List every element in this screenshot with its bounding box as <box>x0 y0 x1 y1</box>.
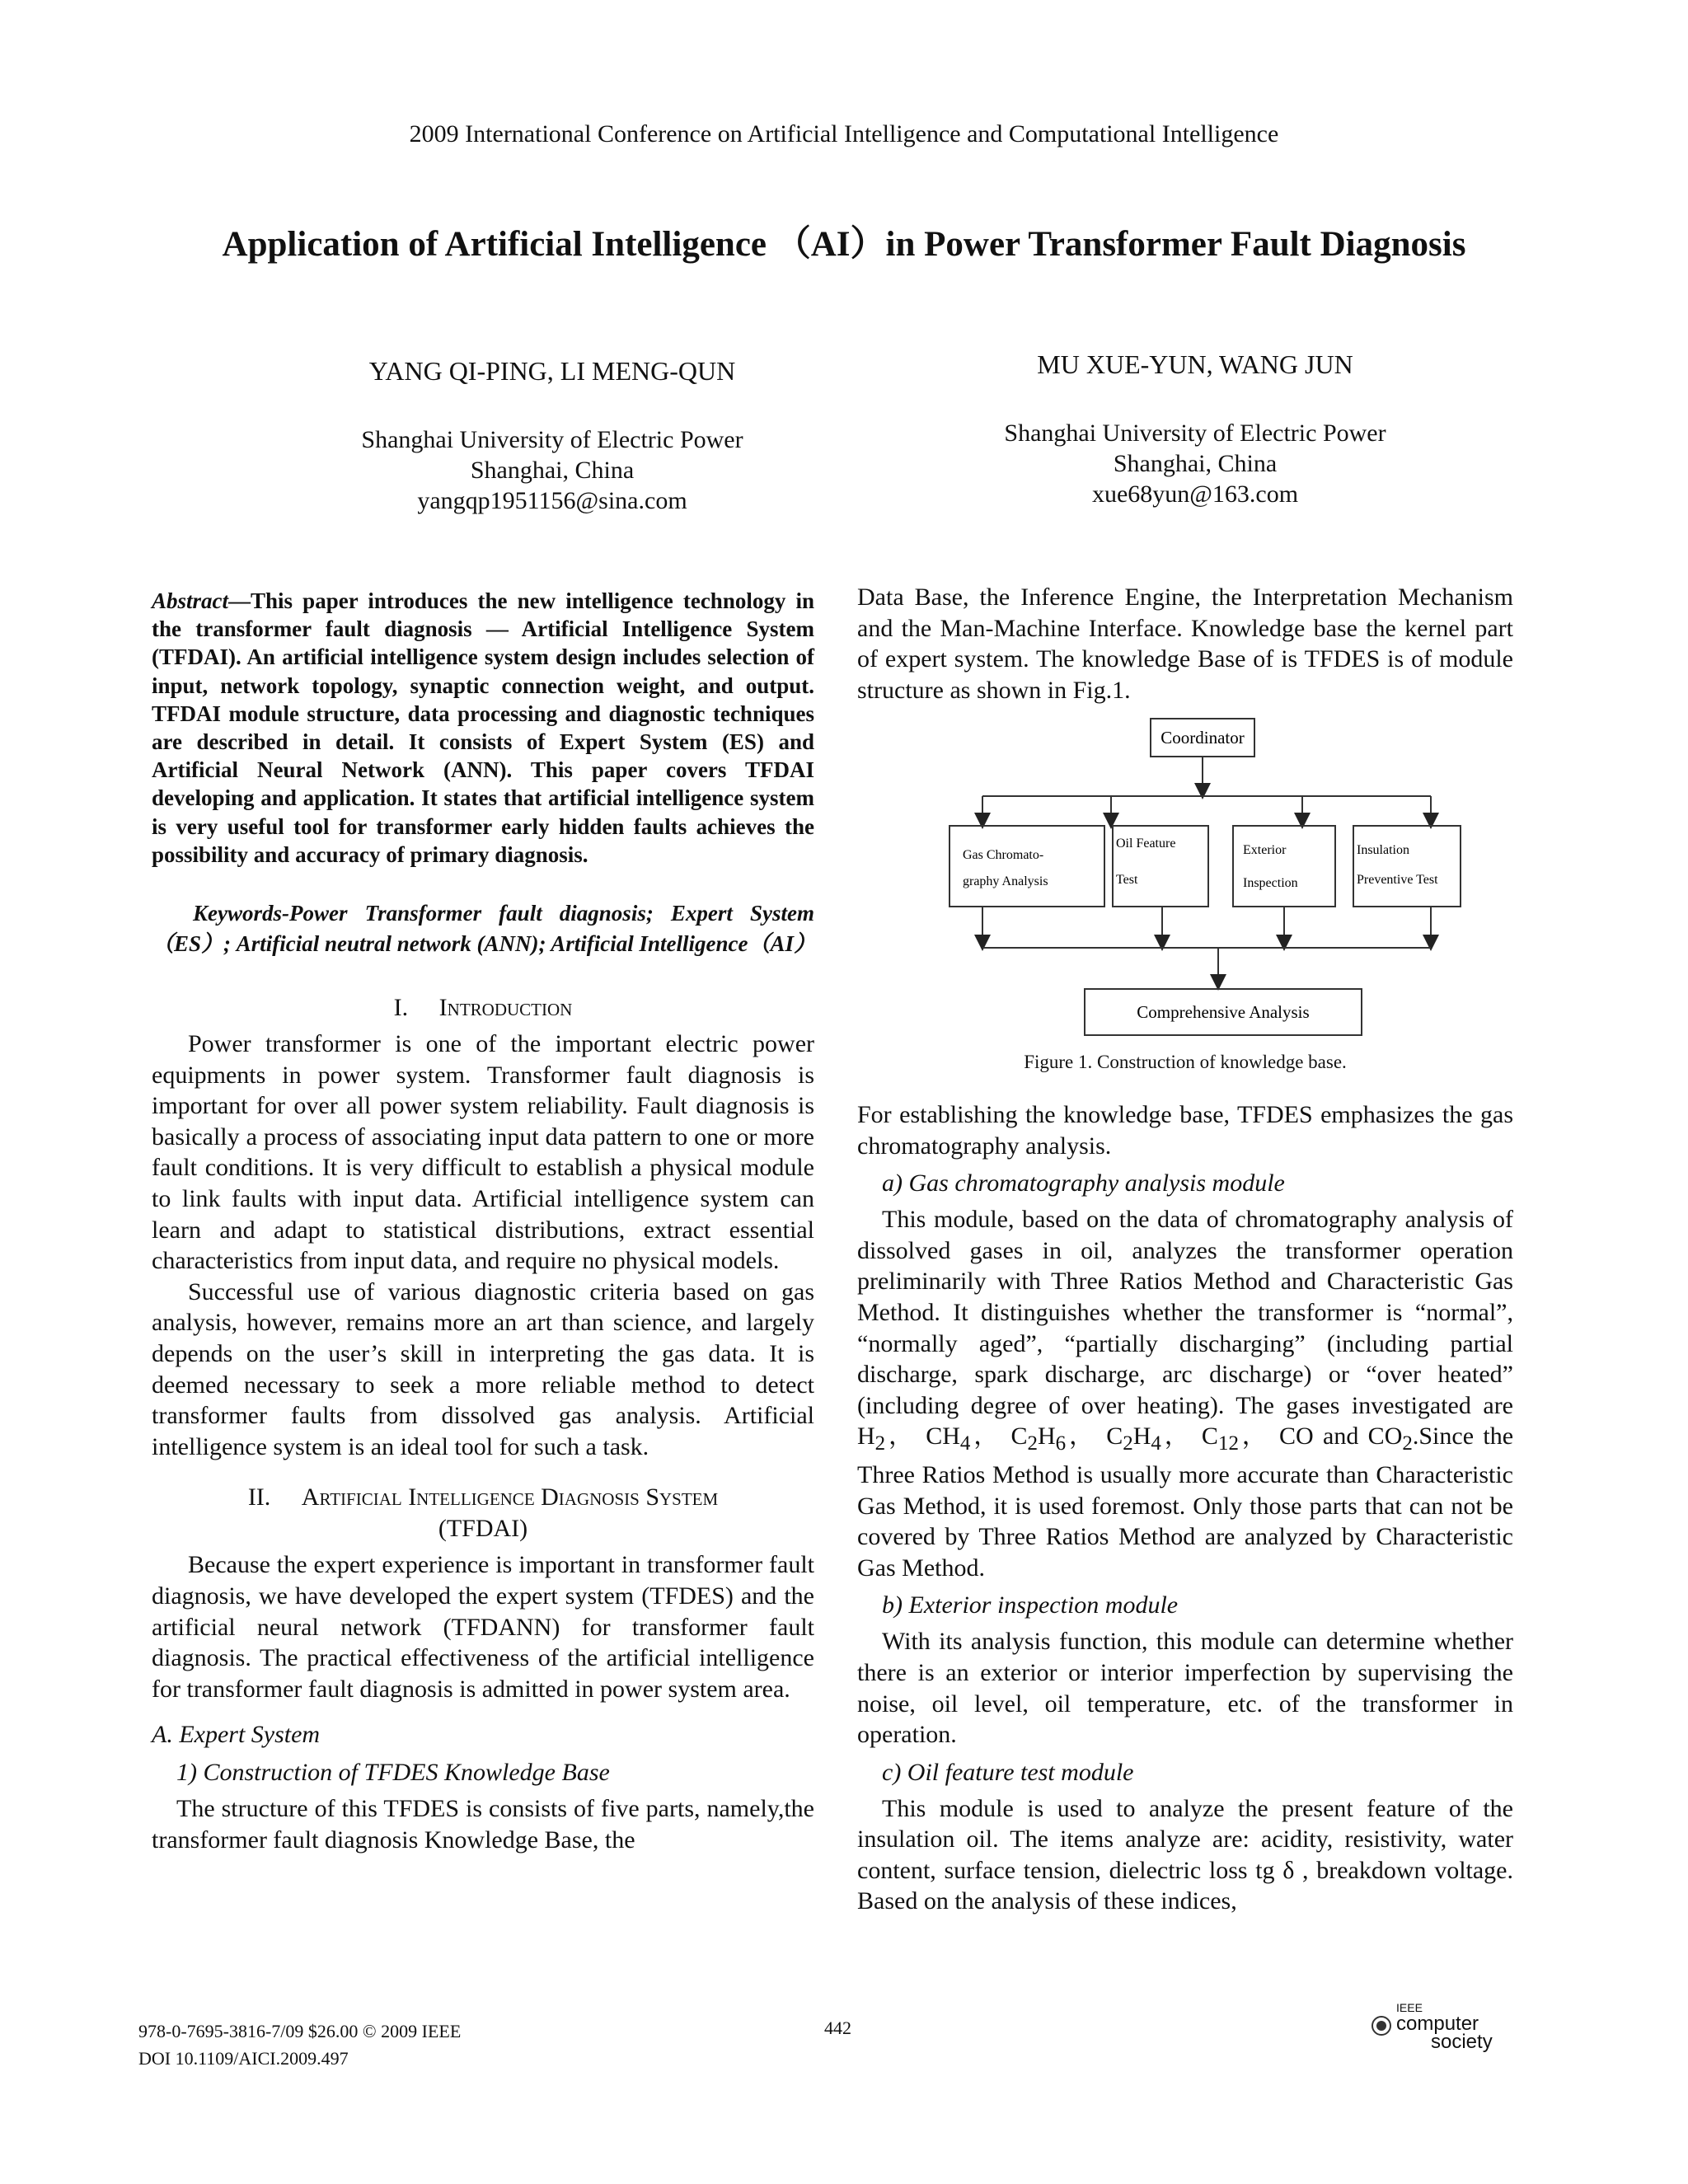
left-column <box>152 587 817 1856</box>
subsubsection-heading: c) Oil feature test module <box>882 1758 1134 1786</box>
subscript: 6 <box>1055 1432 1067 1455</box>
subsubsection-heading: b) Exterior inspection module <box>882 1591 1179 1619</box>
box-label: Oil Feature <box>1116 837 1176 851</box>
abstract-label: Abstract <box>152 588 229 613</box>
formula-text: H <box>1037 1422 1056 1451</box>
paragraph: Data Base, the Inference Engine, the Interpretation Mechanism and the Man-Machine Interface. Knowledge base the kernel part of expert system. The knowledge Base of is TFDES is of module structure as shown in Fig.1. <box>857 583 1513 704</box>
keywords: Keywords-Power Transformer fault diagnosis; Expert System（ES）; Artificial neutral network (ANN); Artificial Intelligence（AI） <box>152 901 817 957</box>
formula-text: ， C <box>1160 1422 1218 1451</box>
paragraph: For establishing the knowledge base, TFDES emphasizes the gas chromatography analysis. <box>857 1101 1513 1160</box>
section-title-cont: (TFDAI) <box>438 1515 528 1543</box>
paragraph: Because the expert experience is important in transformer fault diagnosis, we have developed the expert system (TFDES) and the artificial neural network (TFDANN) for transformer fault diagnosis. The practical effectiveness of the artificial intelligence for transformer fault diagnosis is admitted in power system area. <box>152 1551 814 1703</box>
author-names: MU XUE-YUN, WANG JUN <box>1037 349 1353 379</box>
doi-line: DOI 10.1109/AICI.2009.497 <box>138 2048 349 2069</box>
logo-computer: computer <box>1396 2013 1479 2035</box>
section-title: Artificial Intelligence Diagnosis System <box>301 1483 719 1511</box>
right-column <box>857 582 1513 705</box>
subscript: 12 <box>1217 1432 1239 1455</box>
subscript: 4 <box>959 1432 971 1455</box>
formula-text: ， CH <box>885 1422 960 1451</box>
gas-chromatography-box <box>950 826 1104 907</box>
paragraph-text: .Since the Three Ratios Method is usually more accurate than Characteristic Gas Method, it is used foremost. Only those parts that can not be covered by Three Ratios Method are analyzed by Characteristic Gas Method. <box>857 1422 1514 1582</box>
footer-copyright <box>138 2018 461 2072</box>
author-block-left <box>247 356 857 516</box>
paragraph-text: This module, based on the data of chromatography analysis of dissolved gases in oil, analyzes the transformer operation preliminarily with Three Ratios Method and Characteristic Gas Method. It distinguishes whether the transformer is “normal”, “normally aged”, “partially discharging” (including partial discharge, spark discharge, arc discharge) or “over heated” (including degree of over heating). The gases investigated are H <box>857 1206 1513 1451</box>
box-label: Comprehensive Analysis <box>1137 1002 1310 1022</box>
paragraph: Power transformer is one of the important electric power equipments in power system. Transformer fault diagnosis is important for over all power system reliability. Fault diagnosis is basically a process of associating input data pattern to one or more fault conditions. It is very difficult to establish a physical module to link faults with input data. Artificial intelligence system can learn and adapt to statistical distributions, extract essential characteristics from input data, and require no physical models. <box>152 1030 814 1275</box>
section-number: II. <box>247 1483 271 1511</box>
paper-title: Application of Artificial Intelligence （AI）in Power Transformer Fault Diagnosis <box>222 225 1466 264</box>
author-block-right <box>890 349 1500 509</box>
coordinator-label: Coordinator <box>1160 728 1245 748</box>
right-column-lower <box>857 1099 1513 1917</box>
section-number: I. <box>393 994 409 1022</box>
box-label: Gas Chromato- <box>963 848 1044 862</box>
paragraph <box>857 1204 1513 1583</box>
formula-text: ， C <box>970 1422 1028 1451</box>
subsection-heading: A. Expert System <box>152 1721 321 1749</box>
subscript: 4 <box>1151 1432 1161 1455</box>
paragraph: This module is used to analyze the present feature of the insulation oil. The items analyze are: acidity, resistivity, water content, surface tension, dielectric loss tg δ , breakdown voltage. Based on the analysis of these indices, <box>857 1794 1513 1915</box>
author-names: YANG QI-PING, LI MENG-QUN <box>368 356 736 386</box>
paragraph: Successful use of various diagnostic criteria based on gas analysis, however, remains more an art than science, and largely depends on the user’s skill in interpreting the gas data. It is deemed necessary to seek a more reliable method to detect transformer faults from dissolved gas analysis. Artificial intelligence system is an ideal tool for such a task. <box>152 1277 814 1460</box>
subsubsection-heading: a) Gas chromatography analysis module <box>882 1169 1285 1197</box>
author-affiliation: Shanghai University of Electric Power <box>361 426 743 453</box>
insulation-test-box <box>1353 826 1461 907</box>
page-number: 442 <box>824 2018 851 2038</box>
paragraph: With its analysis function, this module can determine whether there is an exterior or interior imperfection by supervising the noise, oil level, oil temperature, etc. of the transformer in operation. <box>857 1628 1513 1749</box>
box-label: graphy Analysis <box>963 874 1048 888</box>
abstract-text: —This paper introduces the new intelligence technology in the transformer fault diagnosis — Artificial Intelligence System (TFDAI). An artificial intelligence system design includes selection of input, network topology, synaptic connection weight, and output. TFDAI module structure, data processing and diagnostic techniques are described in detail. It consists of Expert System (ES) and Artificial Neural Network (ANN). This paper covers TFDAI developing and application. It states that artificial intelligence system is very useful tool for transformer early hidden faults achieves the possibility and accuracy of primary diagnosis. <box>152 588 814 867</box>
abstract <box>152 587 814 869</box>
subscript: 2 <box>1123 1432 1133 1455</box>
section-title: Introduction <box>438 994 573 1022</box>
box-label: Inspection <box>1243 876 1298 890</box>
box-label: Exterior <box>1243 843 1287 857</box>
conference-name: 2009 International Conference on Artificial Intelligence and Computational Intelligence <box>409 120 1279 148</box>
box-label: Preventive Test <box>1357 873 1438 887</box>
logo-society: society <box>1431 2031 1493 2053</box>
box-label: Insulation <box>1357 843 1409 857</box>
isbn-line: 978-0-7695-3816-7/09 $26.00 © 2009 IEEE <box>138 2021 462 2041</box>
author-location: Shanghai, China <box>1113 450 1278 477</box>
section-heading-ai-system <box>152 1482 814 1513</box>
author-email: yangqp1951156@sina.com <box>417 487 687 514</box>
figure-knowledge-base-diagram <box>940 710 1467 1040</box>
subscript: 2 <box>874 1432 886 1455</box>
box-label: Test <box>1116 873 1138 887</box>
paragraph: The structure of this TFDES is consists of five parts, namely,the transformer fault diagnosis Knowledge Base, the <box>152 1795 814 1854</box>
exterior-inspection-box <box>1233 826 1335 907</box>
figure-caption: Figure 1. Construction of knowledge base. <box>1024 1052 1347 1072</box>
author-affiliation: Shanghai University of Electric Power <box>1004 419 1386 447</box>
formula-text: ， CO and CO <box>1238 1422 1403 1451</box>
formula-text: C <box>1106 1422 1123 1451</box>
subsubsection-heading: 1) Construction of TFDES Knowledge Base <box>176 1759 610 1787</box>
formula-text: H <box>1132 1422 1151 1451</box>
author-location: Shanghai, China <box>470 457 635 484</box>
ieee-computer-society-logo <box>1357 2001 1522 2059</box>
formula-text: ， <box>1066 1422 1097 1451</box>
subscript: 2 <box>1402 1432 1413 1455</box>
logo-mark-icon <box>1372 2016 1391 2036</box>
subscript: 2 <box>1027 1432 1038 1455</box>
section-heading-introduction <box>152 992 814 1024</box>
author-email: xue68yun@163.com <box>1091 480 1299 508</box>
logo-ieee: IEEE <box>1396 2001 1423 2014</box>
